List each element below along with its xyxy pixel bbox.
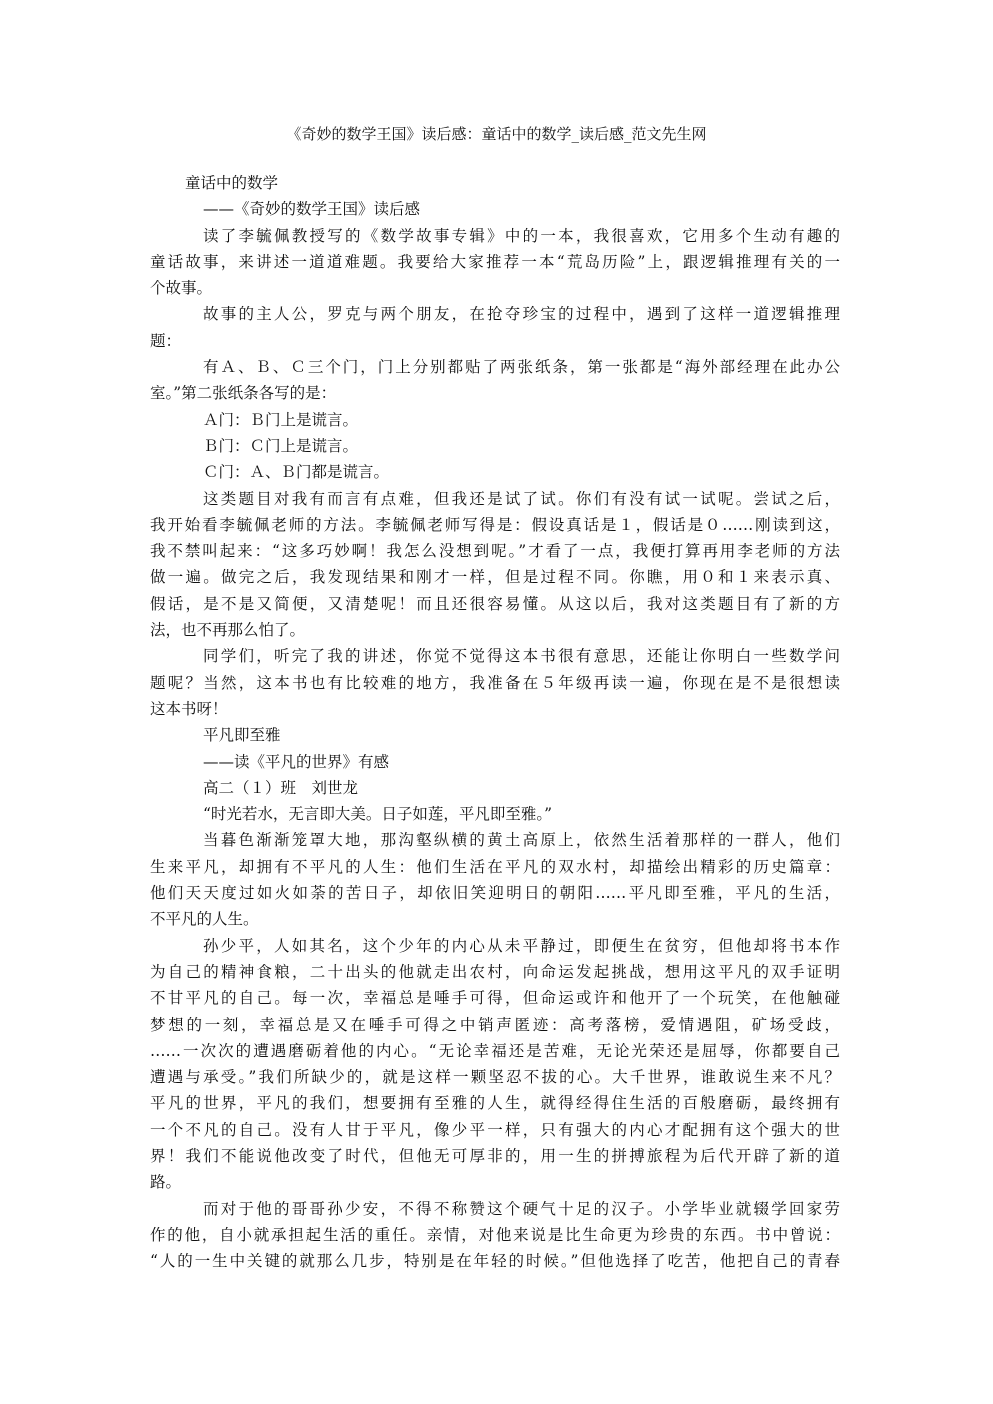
text-line: Ｃ门：Ａ、Ｂ门都是谎言。 <box>203 463 390 482</box>
text-line: 界！我们不能说他改变了时代，但他无可厚非的，用一生的拼搏旅程为后代开辟了新的道 <box>150 1146 840 1165</box>
text-line: 一个不凡的自己。没有人甘于平凡，像少平一样，只有强大的内心才配拥有这个强大的世 <box>150 1120 840 1139</box>
text-line: ——《奇妙的数学王国》读后感 <box>203 200 421 219</box>
text-line: Ａ门：Ｂ门上是谎言。 <box>203 410 359 429</box>
text-line: 他们天天度过如火如荼的苦日子，却依旧笑迎明日的朝阳……平凡即至雅，平凡的生活， <box>150 884 840 903</box>
document-body <box>150 170 840 1274</box>
text-line: 路。 <box>150 1173 182 1192</box>
text-line: ……一次次的遭遇磨砺着他的内心。“无论幸福还是苦难，无论光荣还是屈辱，你都要自己 <box>150 1041 840 1060</box>
text-line: 这类题目对我有而言有点难，但我还是试了试。你们有没有试一试呢。尝试之后， <box>203 489 840 508</box>
text-line: 童话故事，来讲述一道道难题。我要给大家推荐一本“荒岛历险”上，跟逻辑推理有关的一 <box>150 252 840 271</box>
text-line: 同学们，听完了我的讲述，你觉不觉得这本书很有意思，还能让你明白一些数学问 <box>203 647 840 666</box>
text-line: 题呢？当然，这本书也有比较难的地方，我准备在５年级再读一遍，你现在是不是很想读 <box>150 673 840 692</box>
text-line: 平凡的世界，平凡的我们，想要拥有至雅的人生，就得经得住生活的百般磨砺，最终拥有 <box>150 1094 840 1113</box>
text-line: 不平凡的人生。 <box>150 910 259 929</box>
text-line: 遭遇与承受。”我们所缺少的，就是这样一颗坚忍不拔的心。大千世界，谁敢说生来不凡？ <box>150 1068 840 1087</box>
text-line: 我开始看李毓佩老师的方法。李毓佩老师写得是：假设真话是１，假话是０……刚读到这， <box>150 515 840 534</box>
text-line: Ｂ门：Ｃ门上是谎言。 <box>203 436 359 455</box>
text-line: “人的一生中关键的就那么几步，特别是在年轻的时候。”但他选择了吃苦，他把自己的青春 <box>150 1252 840 1271</box>
text-line: ——读《平凡的世界》有感 <box>203 752 390 771</box>
text-line: 为自己的精神食粮，二十出头的他就走出农村，向命运发起挑战，想用这平凡的双手证明 <box>150 962 840 981</box>
text-line: 而对于他的哥哥孙少安，不得不称赞这个硬气十足的汉子。小学毕业就辍学回家劳 <box>203 1199 840 1218</box>
text-line: 法，也不再那么怕了。 <box>150 621 306 640</box>
text-line: 题： <box>150 331 182 350</box>
text-line: 童话中的数学 <box>185 174 279 192</box>
text-line: 个故事。 <box>150 279 213 298</box>
text-line: 孙少平，人如其名，这个少年的内心从未平静过，即便生在贫穷，但他却将书本作 <box>203 936 840 955</box>
text-line: 生来平凡，却拥有不平凡的人生：他们生活在平凡的双水村，却描绘出精彩的历史篇章： <box>150 857 840 876</box>
text-line: 高二（１）班 刘世龙 <box>203 778 359 797</box>
text-line: 这本书呀！ <box>150 699 228 718</box>
text-line: 我不禁叫起来：“这多巧妙啊！我怎么没想到呢。”才看了一点，我便打算再用李老师的方法 <box>150 542 840 561</box>
text-line: 平凡即至雅 <box>203 726 281 745</box>
text-line: 做一遍。做完之后，我发现结果和刚才一样，但是过程不同。你瞧，用０和１来表示真、 <box>150 568 840 587</box>
text-line: 不甘平凡的自己。每一次，幸福总是唾手可得，但命运或许和他开了一个玩笑，在他触碰 <box>150 989 840 1008</box>
text-line: “时光若水，无言即大美。日子如莲，平凡即至雅。” <box>203 805 553 824</box>
text-line: 梦想的一刻，幸福总是又在唾手可得之中销声匿迹：高考落榜，爱情遇阻，矿场受歧， <box>150 1015 840 1034</box>
text-line: 故事的主人公，罗克与两个朋友，在抢夺珍宝的过程中，遇到了这样一道逻辑推理 <box>203 305 840 324</box>
text-line: 作的他，自小就承担起生活的重任。亲情，对他来说是比生命更为珍贵的东西。书中曾说： <box>150 1225 840 1244</box>
text-line: 假话，是不是又简便，又清楚呢！而且还很容易懂。从这以后，我对这类题目有了新的方 <box>150 594 840 613</box>
document-title: 《奇妙的数学王国》读后感：童话中的数学_读后感_范文先生网 <box>286 125 707 143</box>
text-line: 当暮色渐渐笼罩大地，那沟壑纵横的黄土高原上，依然生活着那样的一群人，他们 <box>203 831 840 850</box>
text-line: 读了李毓佩教授写的《数学故事专辑》中的一本，我很喜欢，它用多个生动有趣的 <box>203 226 840 245</box>
text-line: 有Ａ、Ｂ、Ｃ三个门，门上分别都贴了两张纸条，第一张都是“海外部经理在此办公 <box>203 358 840 377</box>
text-line: 室。”第二张纸条各写的是： <box>150 384 337 403</box>
